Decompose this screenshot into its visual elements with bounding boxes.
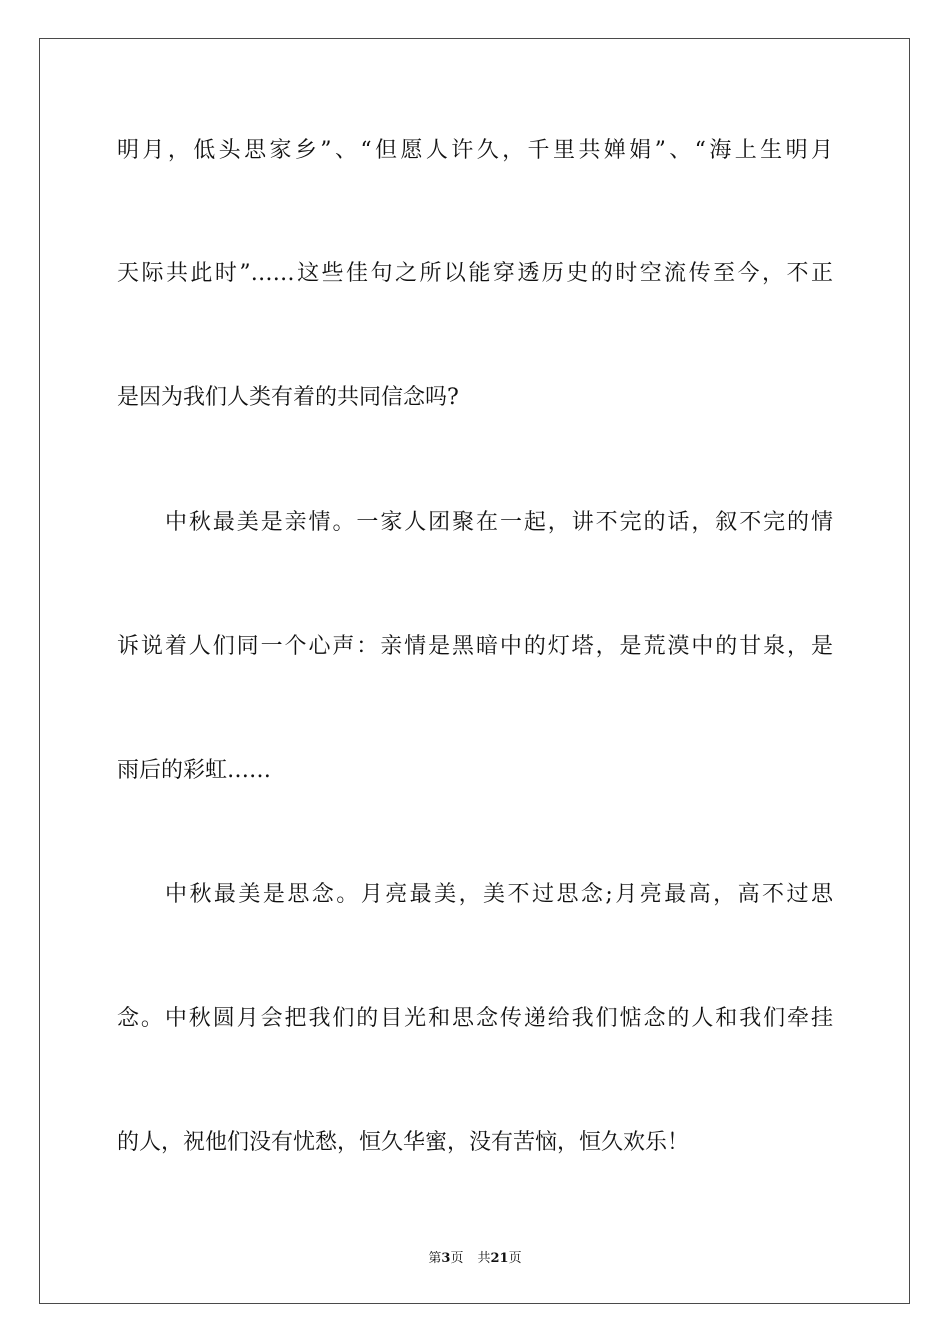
total-suffix: 页: [508, 1251, 522, 1266]
page-suffix: 页: [450, 1251, 464, 1266]
paragraph-3-line-2: 念。中秋圆月会把我们的目光和思念传递给我们惦念的人和我们牵挂: [117, 1006, 833, 1031]
paragraph-2-line-2: 诉说着人们同一个心声：亲情是黑暗中的灯塔，是荒漠中的甘泉，是: [117, 634, 833, 659]
page-prefix: 第: [428, 1251, 442, 1266]
page-border: [39, 38, 910, 1304]
paragraph-2-line-3: 雨后的彩虹……: [117, 758, 272, 783]
paragraph-3-line-1: 中秋最美是思念。月亮最美，美不过思念;月亮最高，高不过思: [165, 882, 833, 907]
paragraph-2-line-1: 中秋最美是亲情。一家人团聚在一起，讲不完的话，叙不完的情: [165, 510, 833, 535]
text-line-1: 明月，低头思家乡”、“但愿人许久，千里共婵娟”、“海上生明月: [117, 138, 833, 163]
page-number: 3: [441, 1251, 451, 1266]
total-prefix: 共: [477, 1251, 491, 1266]
page-footer: [0, 1247, 950, 1266]
text-line-3: 是因为我们人类有着的共同信念吗?: [117, 385, 459, 410]
total-pages: 21: [490, 1251, 509, 1266]
paragraph-3-line-3: 的人，祝他们没有忧愁，恒久华蜜，没有苦恼，恒久欢乐！: [117, 1130, 690, 1155]
text-line-2: 天际共此时”……这些佳句之所以能穿透历史的时空流传至今，不正: [117, 261, 833, 286]
